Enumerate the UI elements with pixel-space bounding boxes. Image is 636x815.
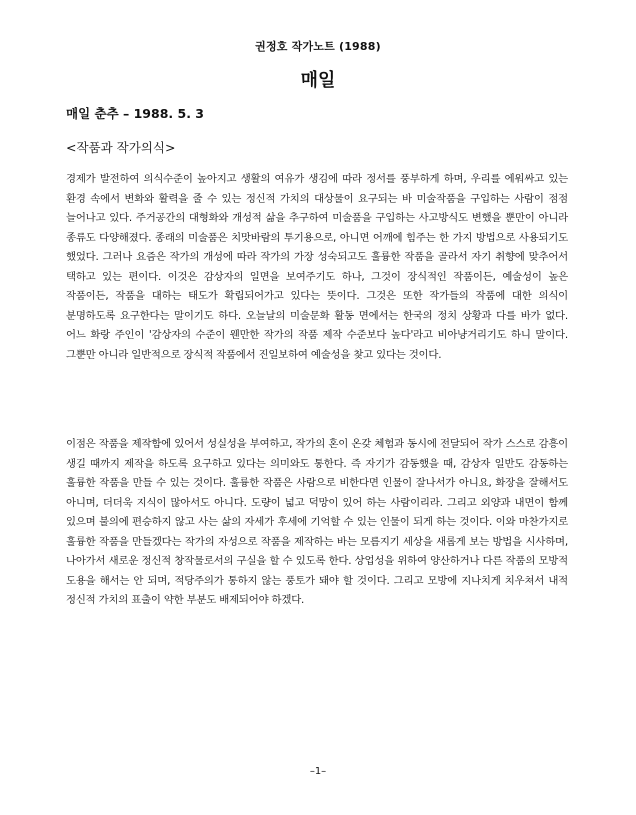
body-paragraph-2: 이점은 작품을 제작함에 있어서 성실성을 부여하고, 작가의 혼이 온갖 체험과 동시에 전달되어 작가 스스로 감흥이 생길 때까지 제작을 하도록 요구하고 있다는 의미와도 통한다. 즉 자기가 감동했을 때, 감상자 일반도 감동하는 훌륭한 작품을 만들 수 있는 것이다. 훌륭한 작품은 사람으로 비한다면 인물이 잘나서가 아니요, 화장을 잘해서도 아니며, 더더욱 지식이 많아서도 아니다. 도량이 넓고 덕망이 있어 하는 사람이리라. 그리고 외양과 내면이 함께 있으며 불의에 편승하지 않고 사는 삶의 자세가 후세에 기억할 수 있는 인물이 되게 하는 것이다. 이와 마찬가지로 훌륭한 작품을 만들겠다는 작가의 자성으로 작품을 제작하는 바는 모름지기 세상을 새롭게 보는 방법을 시사하며, 나아가서 새로운 정신적 창작물로서의 구실을 할 수 있도록 한다. 상업성을 위하여 양산하거나 다른 작품의 모방적 도용을 해서는 안 되며, 적당주의가 통하지 않는 풍토가 돼야 할 것이다. 그리고 모방에 지나치게 치우쳐서 내적 정신적 가치의 표출이 약한 부분도 배제되어야 하겠다.	[66, 438, 568, 606]
body-paragraph-1: 경제가 발전하여 의식수준이 높아지고 생활의 여유가 생김에 따라 정서를 풍부하게 하며, 우리를 에워싸고 있는 환경 속에서 변화와 활력을 줄 수 있는 정신적 가치의 대상물이 요구되는 바 미술작품을 구입하는 사람이 점점 늘어나고 있다. 주거공간의 대형화와 개성적 삶을 추구하여 미술품을 구입하는 사고방식도 변했을 뿐만이 아니라 종류도 다양해졌다. 종래의 미술품은 치맛바람의 투기용으로, 아니면 어깨에 힘주는 한 가지 방법으로 사용되기도 했었다. 그러나 요즘은 작가의 개성에 따라 작가의 가장 성숙되고도 훌륭한 작품을 골라서 자기 취향에 맞추어서 택하고 있는 편이다. 이것은 감상자의 일면을 보여주기도 하나, 그것이 장식적인 작품이든, 예술성이 높은 작품이든, 작품을 대하는 태도가 확립되어가고 있다는 뜻이다. 그것은 또한 작가들의 작품에 대한 의식이 분명하도록 요구한다는 말이기도 하다. 오늘날의 미술문화 활동 면에서는 한국의 정치 상황과 다를 바가 없다. 어느 화랑 주인이 '감상자의 수준이 웬만한 작가의 작품 제작 수준보다 높다'라고 비아냥거리기도 하니 말이다. 그뿐만 아니라 일반적으로 장식적 작품에서 진일보하여 예술성을 찾고 있다는 것이다.	[66, 173, 568, 361]
page-title: 매일	[300, 70, 336, 91]
page-number: –1–	[309, 766, 327, 777]
document-header: 권정호 작가노트 (1988)	[255, 40, 381, 53]
section-heading: <작품과 작가의식>	[66, 140, 176, 155]
article-source-line: 매일 춘추 – 1988. 5. 3	[66, 106, 204, 121]
